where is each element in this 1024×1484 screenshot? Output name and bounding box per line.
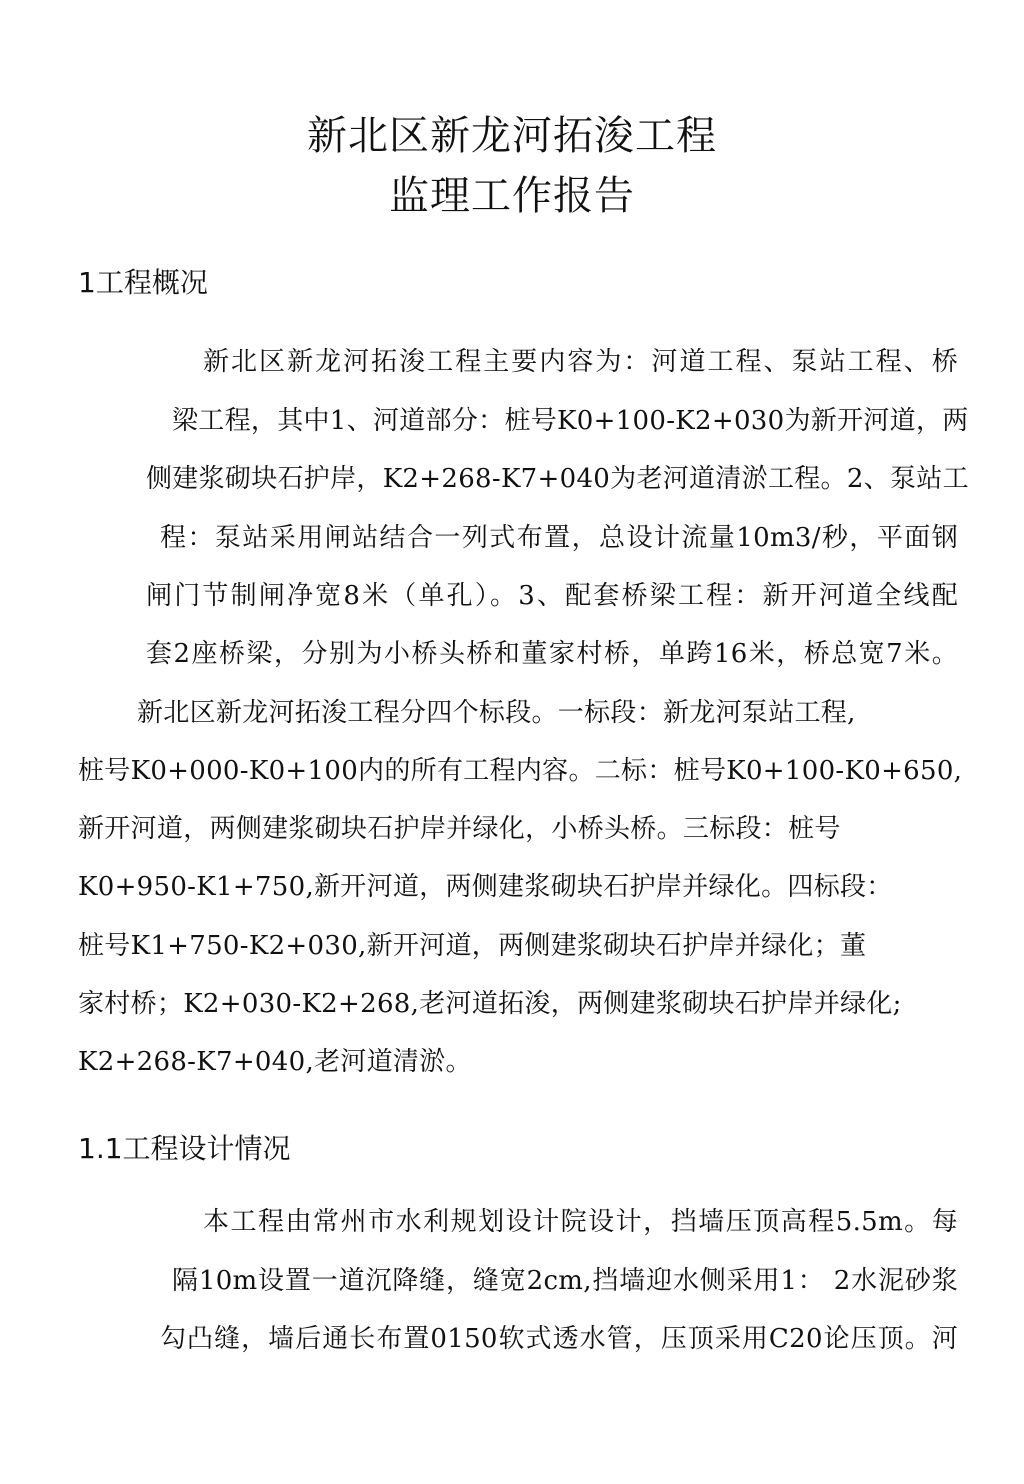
- paragraph-line: 家村桥；K2+030-K2+268,老河道拓浚，两侧建浆砌块石护岸并绿化;: [78, 989, 902, 1019]
- document-subtitle: 监理工作报告: [389, 173, 635, 219]
- paragraph-line: K2+268-K7+040,老河道清淤。: [78, 1047, 472, 1077]
- paragraph-line: 桩号K1+750-K2+030,新开河道，两侧建浆砌块石护岸并绿化；董: [78, 931, 867, 961]
- paragraph-line: 程：泵站采用闸站结合一列式布置，总设计流量10m3/秒，平面钢: [160, 523, 958, 553]
- paragraph-line: 套2座桥梁，分别为小桥头桥和董家村桥，单跨16米，桥总宽7米。: [146, 639, 958, 669]
- paragraph-line: 新北区新龙河拓浚工程分四个标段。一标段：新龙河泵站工程,: [137, 698, 856, 728]
- document-title: 新北区新龙河拓浚工程: [307, 113, 717, 159]
- paragraph-line: 本工程由常州市水利规划设计院设计，挡墙压顶高程5.5m。每: [203, 1207, 958, 1237]
- paragraph-line: 隔10m设置一道沉降缝，缝宽2cm,挡墙迎水侧采用1： 2水泥砂浆: [172, 1266, 958, 1296]
- paragraph-line: 闸门节制闸净宽8米（单孔）。3、配套桥梁工程：新开河道全线配: [146, 581, 958, 611]
- paragraph-line: K0+950-K1+750,新开河道，两侧建浆砌块石护岸并绿化。四标段：: [78, 872, 893, 902]
- paragraph-line: 梁工程，其中1、河道部分：桩号K0+100-K2+030为新开河道，两: [172, 406, 969, 436]
- paragraph-line: 新北区新龙河拓浚工程主要内容为：河道工程、泵站工程、桥: [203, 347, 958, 377]
- section-heading-1: 1工程概况: [78, 266, 208, 299]
- paragraph-line: 勾凸缝，墙后通长布置0150软式透水管，压顶采用C20论压顶。河: [160, 1324, 958, 1354]
- paragraph-line: 桩号K0+000-K0+100内的所有工程内容。二标：桩号K0+100-K0+650,: [78, 756, 963, 786]
- section-heading-1-1: 1.1工程设计情况: [78, 1132, 291, 1165]
- paragraph-line: 侧建浆砌块石护岸，K2+268-K7+040为老河道清淤工程。2、泵站工: [146, 464, 969, 494]
- paragraph-line: 新开河道，两侧建浆砌块石护岸并绿化，小桥头桥。三标段：桩号: [78, 814, 841, 844]
